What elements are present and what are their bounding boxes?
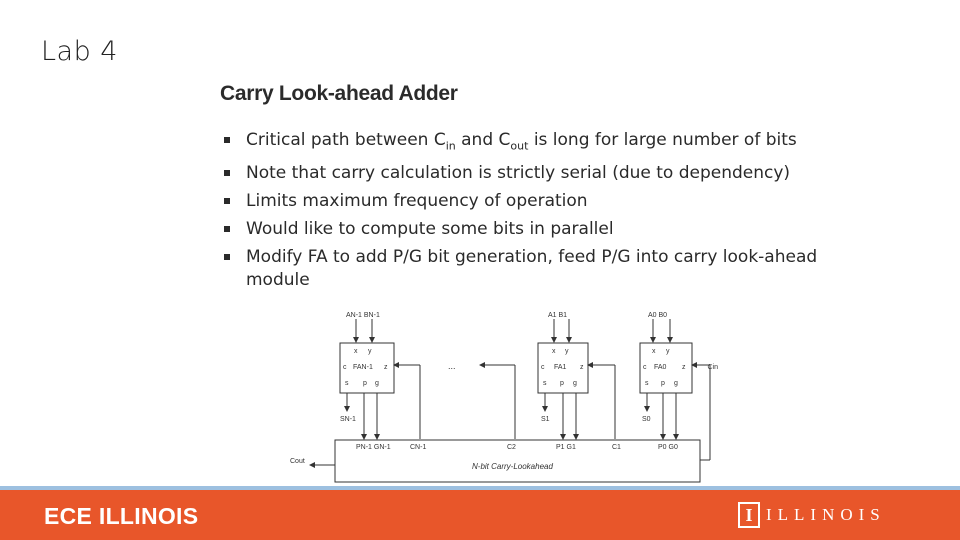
svg-text:A0 B0: A0 B0 — [648, 312, 668, 319]
illinois-block-i-icon: I — [738, 502, 760, 528]
cin-label: Cin — [707, 364, 718, 371]
svg-text:P1 G1: P1 G1 — [556, 444, 576, 451]
svg-text:y: y — [666, 348, 670, 355]
svg-text:x: x — [354, 348, 358, 355]
svg-text:z: z — [580, 364, 584, 371]
bullet-list — [222, 129, 822, 297]
svg-text:AN-1 BN-1: AN-1 BN-1 — [346, 312, 380, 319]
content-title: Carry Look-ahead Adder — [220, 82, 458, 105]
fa-block-n-1 — [340, 312, 420, 439]
fa-block-1 — [538, 312, 615, 439]
bullet-item: Critical path between $C_{in}$ and $C_{out}$ is long for large number of bits — [222, 129, 822, 157]
svg-text:N-bit Carry-Lookahead: N-bit Carry-Lookahead — [472, 462, 553, 471]
svg-text:c: c — [643, 364, 647, 371]
svg-text:S0: S0 — [642, 416, 651, 423]
svg-text:c: c — [343, 364, 347, 371]
svg-text:C2: C2 — [507, 444, 516, 451]
svg-text:g: g — [674, 380, 678, 387]
footer-brand: ECE ILLINOIS — [44, 503, 199, 529]
carry-lookahead-diagram — [280, 305, 720, 485]
svg-text:s: s — [345, 380, 349, 387]
svg-text:s: s — [645, 380, 649, 387]
svg-text:FA0: FA0 — [654, 364, 667, 371]
svg-text:y: y — [565, 348, 569, 355]
svg-text:x: x — [652, 348, 656, 355]
cout-label: Cout — [290, 458, 305, 465]
svg-text:SN-1: SN-1 — [340, 416, 356, 423]
svg-text:p: p — [363, 380, 367, 387]
bullet-item: Note that carry calculation is strictly serial (due to dependency) — [222, 162, 822, 185]
ellipsis: ... — [448, 361, 456, 371]
bullet-item: Modify FA to add P/G bit generation, feed P/G into carry look-ahead module — [222, 246, 822, 292]
svg-text:S1: S1 — [541, 416, 550, 423]
cla-block — [335, 440, 700, 482]
slide-title: Lab 4 — [41, 36, 118, 67]
svg-text:p: p — [560, 380, 564, 387]
svg-text:s: s — [543, 380, 547, 387]
svg-text:g: g — [573, 380, 577, 387]
svg-text:z: z — [682, 364, 686, 371]
svg-text:g: g — [375, 380, 379, 387]
svg-text:FAN-1: FAN-1 — [353, 364, 373, 371]
svg-text:C1: C1 — [612, 444, 621, 451]
svg-text:PN-1 GN-1: PN-1 GN-1 — [356, 444, 391, 451]
illinois-wordmark: ILLINOIS — [766, 505, 886, 524]
svg-text:z: z — [384, 364, 388, 371]
svg-text:A1 B1: A1 B1 — [548, 312, 568, 319]
svg-text:CN-1: CN-1 — [410, 444, 427, 451]
svg-text:x: x — [552, 348, 556, 355]
svg-text:c: c — [541, 364, 545, 371]
svg-text:p: p — [661, 380, 665, 387]
illinois-logo — [738, 500, 886, 530]
bullet-item: Limits maximum frequency of operation — [222, 190, 822, 213]
svg-text:FA1: FA1 — [554, 364, 567, 371]
bullet-item: Would like to compute some bits in parallel — [222, 218, 822, 241]
svg-text:P0 G0: P0 G0 — [658, 444, 678, 451]
fa-block-0 — [640, 312, 692, 439]
svg-text:y: y — [368, 348, 372, 355]
